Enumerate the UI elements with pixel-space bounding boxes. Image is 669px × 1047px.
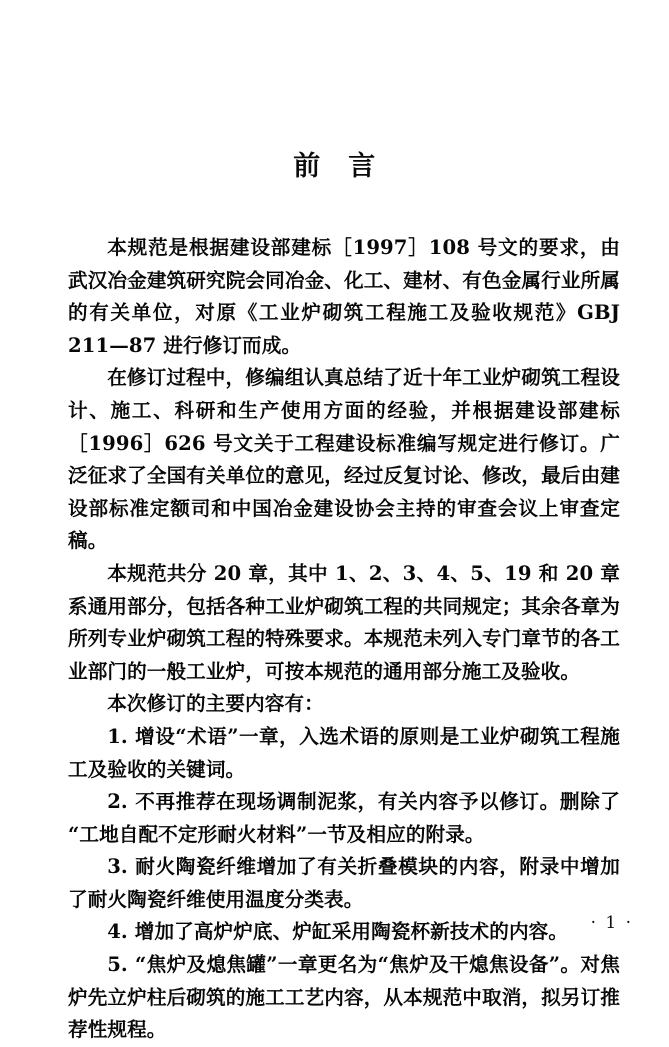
list-item: 3. 耐火陶瓷纤维增加了有关折叠模块的内容，附录中增加了耐火陶瓷纤维使用温度分类表。: [68, 855, 620, 911]
list-item: 4. 增加了高炉炉底、炉缸采用陶瓷杯新技术的内容。: [107, 920, 569, 944]
list-item: 2. 不再推荐在现场调制泥浆，有关内容予以修订。删除了“工地自配不定形耐火材料”一节及相应的附录。: [68, 790, 620, 846]
paragraph: 本规范是根据建设部建标［1997］108 号文的要求，由武汉冶金建筑研究院会同冶金、化工、建材、有色金属行业所属的有关单位，对原《工业炉砌筑工程施工及验收规范》GBJ 211—87 进行修订而成。: [68, 236, 620, 357]
list-item: 1. 增设“术语”一章，入选术语的原则是工业炉砌筑工程施工及验收的关键词。: [68, 724, 620, 781]
page-title: 前 言: [293, 151, 376, 182]
paragraph: 本次修订的主要内容有：: [107, 692, 324, 716]
paragraph: 在修订过程中，修编组认真总结了近十年工业炉砌筑工程设计、施工、科研和生产使用方面的经验，并根据建设部建标［1996］626 号文关于工程建设标准编写规定进行修订。广泛征求了全国有关单位的意见，经过反复讨论、修改，最后由建设部标准定额司和中国冶金建设协会主持的审查会议上审查定稿。: [68, 366, 620, 553]
paragraph: 本规范共分 20 章，其中 1、2、3、4、5、19 和 20 章系通用部分，包括各种工业炉砌筑工程的共同规定；其余各章为所列专业炉砌筑工程的特殊要求。本规范未列入专门章节的各工业部门的一般工业炉，可按本规范的通用部分施工及验收。: [68, 561, 620, 683]
list-item: 5. “焦炉及熄焦罐”一章更名为“焦炉及干熄焦设备”。对焦炉先立炉柱后砌筑的施工工艺内容，从本规范中取消，拟另订推荐性规程。: [68, 953, 620, 1042]
page-number: · 1 ·: [590, 913, 633, 933]
